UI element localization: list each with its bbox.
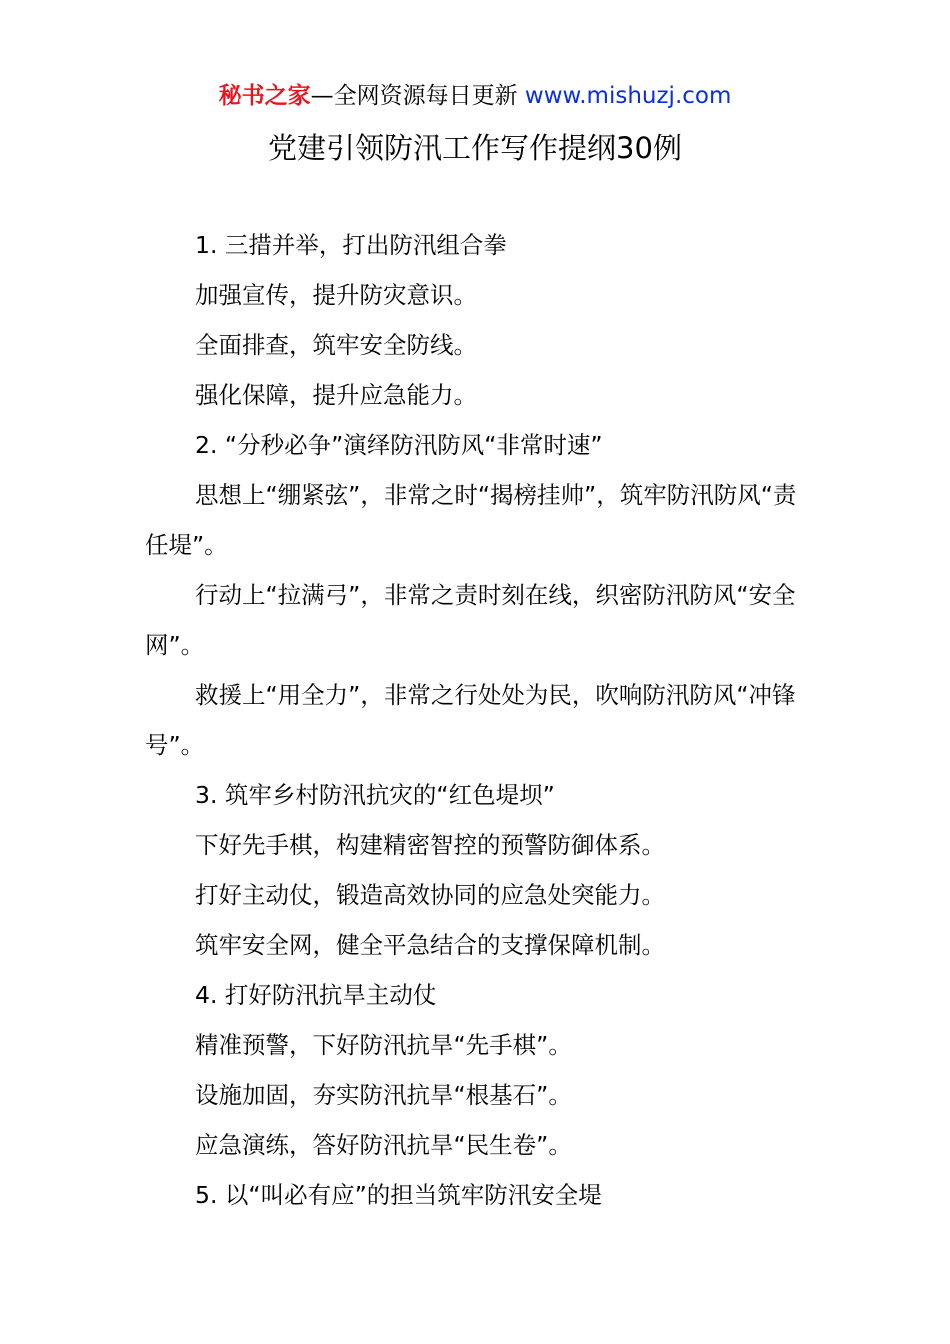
- paragraph: 行动上“拉满弓”，非常之责时刻在线，织密防汛防风“安全网”。: [145, 581, 796, 659]
- header-slogan: —全网资源每日更新: [310, 83, 525, 109]
- paragraph: 精准预警，下好防汛抗旱“先手棋”。: [195, 1031, 572, 1059]
- site-header: [0, 80, 950, 112]
- heading-item-4: 4. 打好防汛抗旱主动仗: [195, 981, 437, 1009]
- document-title: 党建引领防汛工作写作提纲30例: [268, 131, 682, 165]
- paragraph: 思想上“绷紧弦”，非常之时“揭榜挂帅”，筑牢防汛防风“责任堤”。: [145, 481, 797, 559]
- document-body: [145, 220, 810, 1220]
- paragraph: 全面排查，筑牢安全防线。: [195, 331, 477, 359]
- heading-item-5: 5. 以“叫必有应”的担当筑牢防汛安全堤: [195, 1181, 602, 1209]
- heading-item-3: 3. 筑牢乡村防汛抗灾的“红色堤坝”: [195, 781, 555, 809]
- paragraph: 打好主动仗，锻造高效协同的应急处突能力。: [195, 881, 665, 909]
- site-url-link[interactable]: www.mishuzj.com: [524, 83, 732, 109]
- paragraph: 下好先手棋，构建精密智控的预警防御体系。: [195, 831, 665, 859]
- brand-name: 秘书之家: [218, 83, 311, 109]
- paragraph: 救援上“用全力”，非常之行处处为民，吹响防汛防风“冲锋号”。: [145, 681, 796, 759]
- paragraph: 强化保障，提升应急能力。: [195, 381, 477, 409]
- paragraph: 设施加固，夯实防汛抗旱“根基石”。: [195, 1081, 572, 1109]
- heading-item-2: 2. “分秒必争”演绎防汛防风“非常时速”: [195, 431, 603, 459]
- paragraph: 应急演练，答好防汛抗旱“民生卷”。: [195, 1131, 572, 1159]
- paragraph: 筑牢安全网，健全平急结合的支撑保障机制。: [195, 931, 665, 959]
- heading-item-1: 1. 三措并举，打出防汛组合拳: [195, 231, 507, 259]
- paragraph: 加强宣传，提升防灾意识。: [195, 281, 477, 309]
